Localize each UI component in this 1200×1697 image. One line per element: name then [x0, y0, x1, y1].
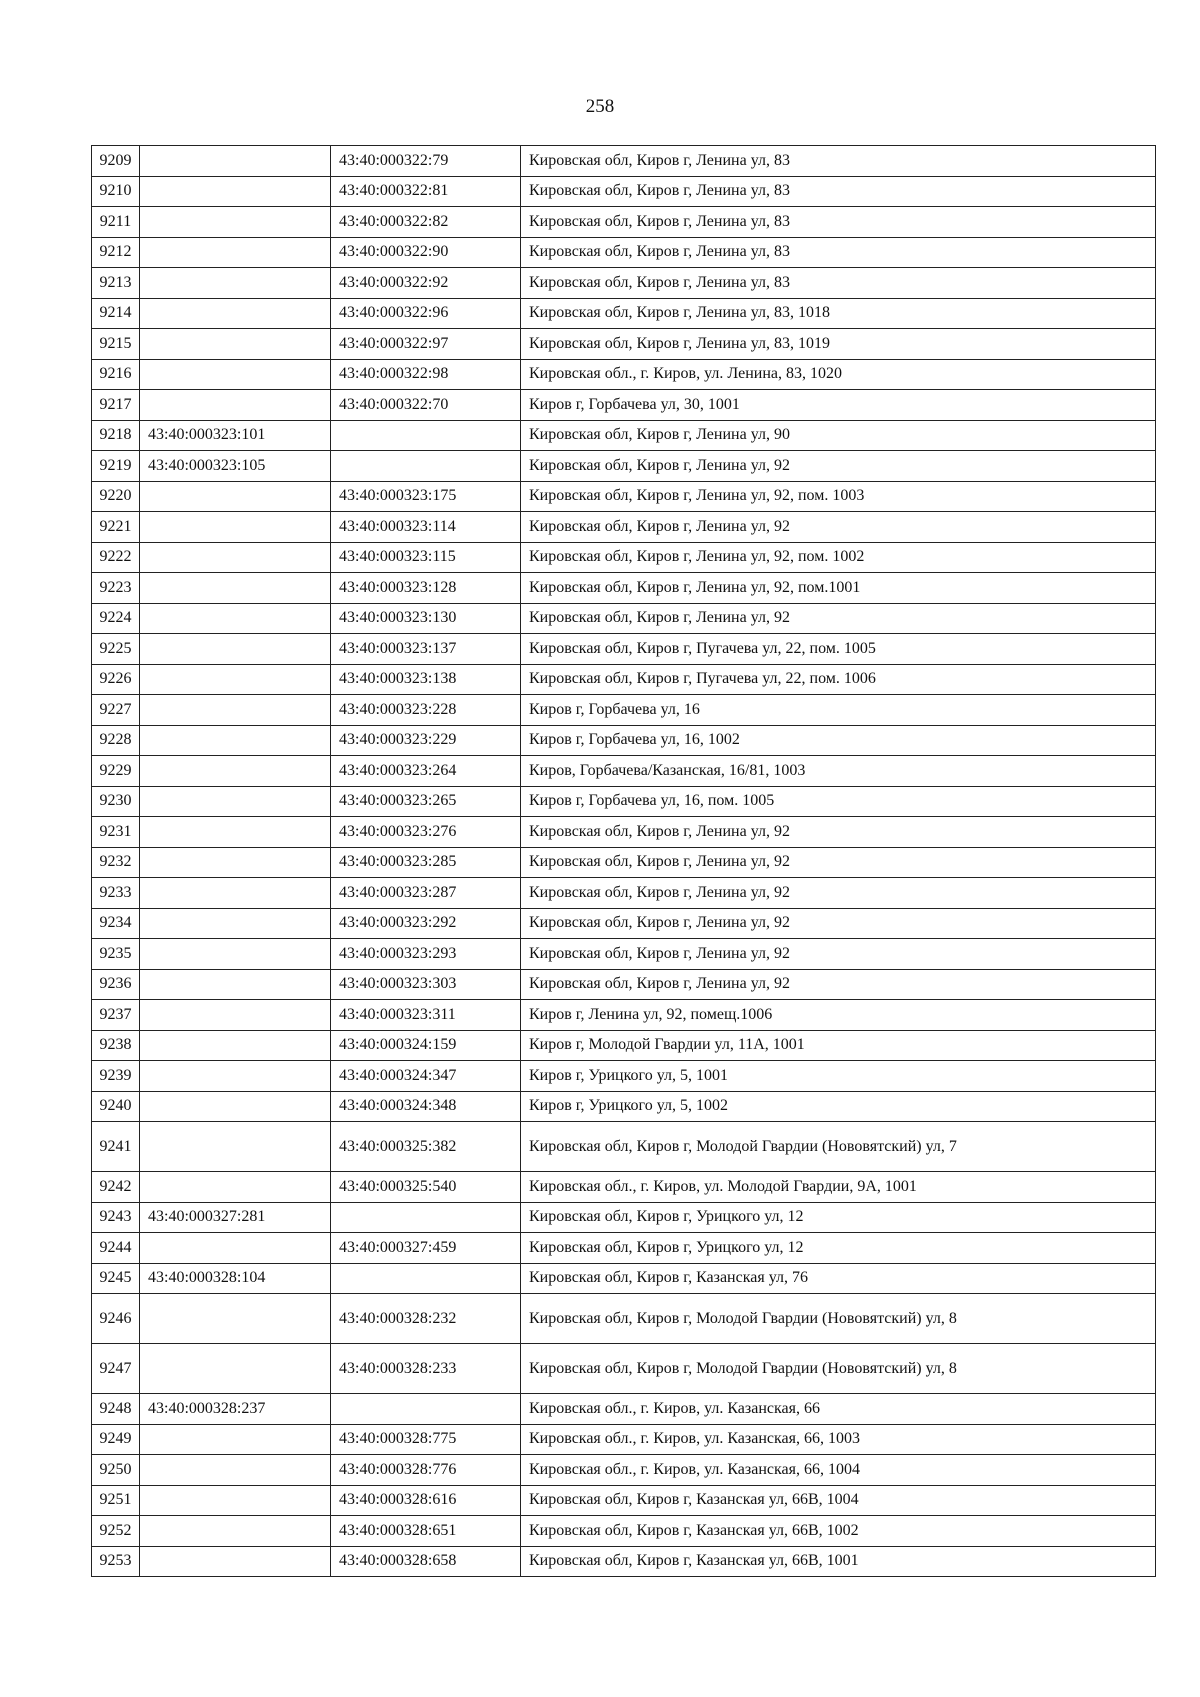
row-number-cell: 9244: [92, 1233, 140, 1264]
table-row: [92, 451, 1156, 482]
object-cadastral-number-cell: 43:40:000328:616: [331, 1485, 521, 1516]
row-number-cell: 9247: [92, 1344, 140, 1394]
table-row: [92, 756, 1156, 787]
table-row: [92, 1233, 1156, 1264]
table-row: [92, 207, 1156, 238]
land-cadastral-number-cell: 43:40:000323:101: [140, 420, 331, 451]
land-cadastral-number-cell: [140, 786, 331, 817]
row-number-cell: 9217: [92, 390, 140, 421]
row-number-cell: 9216: [92, 359, 140, 390]
address-cell: Кировская обл, Киров г, Казанская ул, 66В, 1004: [521, 1485, 1156, 1516]
land-cadastral-number-cell: [140, 1233, 331, 1264]
land-cadastral-number-cell: [140, 664, 331, 695]
row-number-cell: 9253: [92, 1546, 140, 1577]
table-row: [92, 603, 1156, 634]
land-cadastral-number-cell: [140, 359, 331, 390]
object-cadastral-number-cell: 43:40:000322:81: [331, 176, 521, 207]
land-cadastral-number-cell: [140, 1030, 331, 1061]
row-number-cell: 9246: [92, 1294, 140, 1344]
row-number-cell: 9237: [92, 1000, 140, 1031]
table-row: [92, 664, 1156, 695]
address-cell: Киров г, Ленина ул, 92, помещ.1006: [521, 1000, 1156, 1031]
object-cadastral-number-cell: [331, 1394, 521, 1425]
land-cadastral-number-cell: [140, 176, 331, 207]
row-number-cell: 9241: [92, 1122, 140, 1172]
table-row: [92, 1424, 1156, 1455]
land-cadastral-number-cell: [140, 1546, 331, 1577]
object-cadastral-number-cell: 43:40:000328:233: [331, 1344, 521, 1394]
object-cadastral-number-cell: 43:40:000324:159: [331, 1030, 521, 1061]
table-row: [92, 786, 1156, 817]
table-row: [92, 298, 1156, 329]
address-cell: Кировская обл, Киров г, Ленина ул, 92: [521, 908, 1156, 939]
land-cadastral-number-cell: [140, 237, 331, 268]
table-row: [92, 725, 1156, 756]
address-cell: Кировская обл, Киров г, Ленина ул, 92, пом. 1002: [521, 542, 1156, 573]
row-number-cell: 9240: [92, 1091, 140, 1122]
address-cell: Кировская обл, Киров г, Казанская ул, 76: [521, 1263, 1156, 1294]
address-cell: Кировская обл., г. Киров, ул. Казанская, 66, 1003: [521, 1424, 1156, 1455]
address-cell: Кировская обл, Киров г, Ленина ул, 83: [521, 176, 1156, 207]
object-cadastral-number-cell: [331, 420, 521, 451]
address-cell: Кировская обл, Киров г, Ленина ул, 92: [521, 512, 1156, 543]
address-cell: Кировская обл, Киров г, Ленина ул, 90: [521, 420, 1156, 451]
address-cell: Кировская обл, Киров г, Урицкого ул, 12: [521, 1202, 1156, 1233]
row-number-cell: 9250: [92, 1455, 140, 1486]
object-cadastral-number-cell: 43:40:000323:115: [331, 542, 521, 573]
table-row: [92, 939, 1156, 970]
land-cadastral-number-cell: [140, 969, 331, 1000]
address-cell: Кировская обл, Киров г, Молодой Гвардии (Нововятский) ул, 8: [521, 1344, 1156, 1394]
object-cadastral-number-cell: 43:40:000328:232: [331, 1294, 521, 1344]
land-cadastral-number-cell: [140, 695, 331, 726]
land-cadastral-number-cell: [140, 1485, 331, 1516]
table-row: [92, 1061, 1156, 1092]
object-cadastral-number-cell: 43:40:000323:303: [331, 969, 521, 1000]
row-number-cell: 9227: [92, 695, 140, 726]
land-cadastral-number-cell: [140, 146, 331, 177]
row-number-cell: 9248: [92, 1394, 140, 1425]
object-cadastral-number-cell: [331, 1263, 521, 1294]
land-cadastral-number-cell: [140, 847, 331, 878]
table-row: [92, 1091, 1156, 1122]
page-number: 258: [585, 96, 615, 117]
land-cadastral-number-cell: [140, 939, 331, 970]
address-cell: Кировская обл., г. Киров, ул. Ленина, 83, 1020: [521, 359, 1156, 390]
object-cadastral-number-cell: 43:40:000325:540: [331, 1172, 521, 1203]
address-cell: Киров г, Горбачева ул, 16, 1002: [521, 725, 1156, 756]
object-cadastral-number-cell: 43:40:000328:776: [331, 1455, 521, 1486]
object-cadastral-number-cell: 43:40:000323:228: [331, 695, 521, 726]
table-row: [92, 1344, 1156, 1394]
row-number-cell: 9242: [92, 1172, 140, 1203]
object-cadastral-number-cell: 43:40:000324:348: [331, 1091, 521, 1122]
table-row: [92, 420, 1156, 451]
address-cell: Кировская обл, Киров г, Ленина ул, 92: [521, 451, 1156, 482]
address-cell: Кировская обл, Киров г, Пугачева ул, 22, пом. 1005: [521, 634, 1156, 665]
table-row: [92, 1000, 1156, 1031]
object-cadastral-number-cell: [331, 1202, 521, 1233]
row-number-cell: 9249: [92, 1424, 140, 1455]
object-cadastral-number-cell: 43:40:000323:114: [331, 512, 521, 543]
object-cadastral-number-cell: 43:40:000323:175: [331, 481, 521, 512]
row-number-cell: 9210: [92, 176, 140, 207]
table-row: [92, 969, 1156, 1000]
table-row: [92, 268, 1156, 299]
object-cadastral-number-cell: 43:40:000328:775: [331, 1424, 521, 1455]
object-cadastral-number-cell: 43:40:000325:382: [331, 1122, 521, 1172]
address-cell: Кировская обл, Киров г, Ленина ул, 92: [521, 817, 1156, 848]
address-cell: Кировская обл., г. Киров, ул. Молодой Гвардии, 9А, 1001: [521, 1172, 1156, 1203]
row-number-cell: 9245: [92, 1263, 140, 1294]
object-cadastral-number-cell: 43:40:000323:293: [331, 939, 521, 970]
table-row: [92, 1172, 1156, 1203]
address-cell: Киров г, Горбачева ул, 16, пом. 1005: [521, 786, 1156, 817]
row-number-cell: 9236: [92, 969, 140, 1000]
row-number-cell: 9225: [92, 634, 140, 665]
object-cadastral-number-cell: 43:40:000322:82: [331, 207, 521, 238]
address-cell: Кировская обл, Киров г, Казанская ул, 66В, 1002: [521, 1516, 1156, 1547]
row-number-cell: 9232: [92, 847, 140, 878]
table-row: [92, 176, 1156, 207]
object-cadastral-number-cell: 43:40:000323:292: [331, 908, 521, 939]
land-cadastral-number-cell: [140, 1172, 331, 1203]
land-cadastral-number-cell: [140, 298, 331, 329]
row-number-cell: 9231: [92, 817, 140, 848]
object-cadastral-number-cell: 43:40:000323:229: [331, 725, 521, 756]
land-cadastral-number-cell: [140, 725, 331, 756]
object-cadastral-number-cell: 43:40:000322:79: [331, 146, 521, 177]
address-cell: Кировская обл, Киров г, Ленина ул, 92, пом. 1003: [521, 481, 1156, 512]
address-cell: Киров г, Горбачева ул, 30, 1001: [521, 390, 1156, 421]
row-number-cell: 9252: [92, 1516, 140, 1547]
row-number-cell: 9222: [92, 542, 140, 573]
address-cell: Кировская обл, Киров г, Казанская ул, 66В, 1001: [521, 1546, 1156, 1577]
row-number-cell: 9238: [92, 1030, 140, 1061]
object-cadastral-number-cell: [331, 451, 521, 482]
object-cadastral-number-cell: 43:40:000328:658: [331, 1546, 521, 1577]
row-number-cell: 9230: [92, 786, 140, 817]
row-number-cell: 9215: [92, 329, 140, 360]
row-number-cell: 9233: [92, 878, 140, 909]
table-row: [92, 817, 1156, 848]
land-cadastral-number-cell: [140, 481, 331, 512]
table-row: [92, 390, 1156, 421]
land-cadastral-number-cell: [140, 1424, 331, 1455]
address-cell: Кировская обл, Киров г, Ленина ул, 83: [521, 237, 1156, 268]
address-cell: Кировская обл, Киров г, Молодой Гвардии (Нововятский) ул, 7: [521, 1122, 1156, 1172]
object-cadastral-number-cell: 43:40:000322:96: [331, 298, 521, 329]
table-row: [92, 847, 1156, 878]
address-cell: Кировская обл, Киров г, Молодой Гвардии (Нововятский) ул, 8: [521, 1294, 1156, 1344]
land-cadastral-number-cell: [140, 1516, 331, 1547]
object-cadastral-number-cell: 43:40:000323:285: [331, 847, 521, 878]
land-cadastral-number-cell: [140, 268, 331, 299]
address-cell: Кировская обл, Киров г, Ленина ул, 83, 1018: [521, 298, 1156, 329]
table-row: [92, 146, 1156, 177]
address-cell: Кировская обл, Киров г, Ленина ул, 92: [521, 878, 1156, 909]
table-row: [92, 359, 1156, 390]
object-cadastral-number-cell: 43:40:000322:70: [331, 390, 521, 421]
table-row: [92, 1546, 1156, 1577]
object-cadastral-number-cell: 43:40:000323:128: [331, 573, 521, 604]
row-number-cell: 9234: [92, 908, 140, 939]
address-cell: Кировская обл, Киров г, Ленина ул, 83, 1019: [521, 329, 1156, 360]
table-row: [92, 1030, 1156, 1061]
address-cell: Кировская обл, Киров г, Урицкого ул, 12: [521, 1233, 1156, 1264]
row-number-cell: 9221: [92, 512, 140, 543]
row-number-cell: 9239: [92, 1061, 140, 1092]
object-cadastral-number-cell: 43:40:000322:90: [331, 237, 521, 268]
row-number-cell: 9213: [92, 268, 140, 299]
address-cell: Кировская обл, Киров г, Ленина ул, 92: [521, 847, 1156, 878]
registry-table: [91, 145, 1156, 1577]
table-row: [92, 1455, 1156, 1486]
land-cadastral-number-cell: [140, 878, 331, 909]
table-row: [92, 1394, 1156, 1425]
object-cadastral-number-cell: 43:40:000323:264: [331, 756, 521, 787]
land-cadastral-number-cell: [140, 1122, 331, 1172]
object-cadastral-number-cell: 43:40:000322:98: [331, 359, 521, 390]
table-row: [92, 695, 1156, 726]
row-number-cell: 9220: [92, 481, 140, 512]
registry-body: [92, 146, 1156, 1577]
table-row: [92, 878, 1156, 909]
row-number-cell: 9251: [92, 1485, 140, 1516]
land-cadastral-number-cell: [140, 756, 331, 787]
table-row: [92, 1263, 1156, 1294]
address-cell: Киров г, Горбачева ул, 16: [521, 695, 1156, 726]
row-number-cell: 9223: [92, 573, 140, 604]
table-row: [92, 573, 1156, 604]
land-cadastral-number-cell: [140, 573, 331, 604]
object-cadastral-number-cell: 43:40:000322:92: [331, 268, 521, 299]
table-row: [92, 1516, 1156, 1547]
row-number-cell: 9218: [92, 420, 140, 451]
address-cell: Кировская обл., г. Киров, ул. Казанская, 66, 1004: [521, 1455, 1156, 1486]
table-row: [92, 237, 1156, 268]
address-cell: Кировская обл, Киров г, Ленина ул, 92: [521, 969, 1156, 1000]
address-cell: Кировская обл, Киров г, Ленина ул, 83: [521, 207, 1156, 238]
row-number-cell: 9211: [92, 207, 140, 238]
row-number-cell: 9224: [92, 603, 140, 634]
address-cell: Киров г, Молодой Гвардии ул, 11А, 1001: [521, 1030, 1156, 1061]
row-number-cell: 9226: [92, 664, 140, 695]
address-cell: Кировская обл, Киров г, Ленина ул, 92: [521, 603, 1156, 634]
land-cadastral-number-cell: 43:40:000328:237: [140, 1394, 331, 1425]
land-cadastral-number-cell: [140, 542, 331, 573]
address-cell: Кировская обл., г. Киров, ул. Казанская, 66: [521, 1394, 1156, 1425]
land-cadastral-number-cell: 43:40:000328:104: [140, 1263, 331, 1294]
table-row: [92, 634, 1156, 665]
table-row: [92, 481, 1156, 512]
object-cadastral-number-cell: 43:40:000327:459: [331, 1233, 521, 1264]
land-cadastral-number-cell: [140, 512, 331, 543]
land-cadastral-number-cell: [140, 603, 331, 634]
object-cadastral-number-cell: 43:40:000328:651: [331, 1516, 521, 1547]
address-cell: Кировская обл, Киров г, Пугачева ул, 22, пом. 1006: [521, 664, 1156, 695]
row-number-cell: 9209: [92, 146, 140, 177]
object-cadastral-number-cell: 43:40:000323:265: [331, 786, 521, 817]
table-row: [92, 1122, 1156, 1172]
land-cadastral-number-cell: [140, 1455, 331, 1486]
row-number-cell: 9235: [92, 939, 140, 970]
table-row: [92, 908, 1156, 939]
object-cadastral-number-cell: 43:40:000324:347: [331, 1061, 521, 1092]
land-cadastral-number-cell: 43:40:000323:105: [140, 451, 331, 482]
object-cadastral-number-cell: 43:40:000322:97: [331, 329, 521, 360]
address-cell: Кировская обл, Киров г, Ленина ул, 83: [521, 268, 1156, 299]
table-row: [92, 1294, 1156, 1344]
object-cadastral-number-cell: 43:40:000323:276: [331, 817, 521, 848]
land-cadastral-number-cell: [140, 390, 331, 421]
object-cadastral-number-cell: 43:40:000323:287: [331, 878, 521, 909]
address-cell: Киров г, Урицкого ул, 5, 1001: [521, 1061, 1156, 1092]
land-cadastral-number-cell: [140, 207, 331, 238]
table-row: [92, 329, 1156, 360]
table-row: [92, 1485, 1156, 1516]
row-number-cell: 9214: [92, 298, 140, 329]
row-number-cell: 9212: [92, 237, 140, 268]
address-cell: Киров г, Урицкого ул, 5, 1002: [521, 1091, 1156, 1122]
address-cell: Кировская обл, Киров г, Ленина ул, 92: [521, 939, 1156, 970]
land-cadastral-number-cell: [140, 1344, 331, 1394]
address-cell: Кировская обл, Киров г, Ленина ул, 83: [521, 146, 1156, 177]
row-number-cell: 9243: [92, 1202, 140, 1233]
object-cadastral-number-cell: 43:40:000323:130: [331, 603, 521, 634]
land-cadastral-number-cell: [140, 1000, 331, 1031]
object-cadastral-number-cell: 43:40:000323:311: [331, 1000, 521, 1031]
land-cadastral-number-cell: 43:40:000327:281: [140, 1202, 331, 1233]
object-cadastral-number-cell: 43:40:000323:137: [331, 634, 521, 665]
table-row: [92, 1202, 1156, 1233]
land-cadastral-number-cell: [140, 1294, 331, 1344]
table-row: [92, 512, 1156, 543]
table-row: [92, 542, 1156, 573]
address-cell: Кировская обл, Киров г, Ленина ул, 92, пом.1001: [521, 573, 1156, 604]
row-number-cell: 9219: [92, 451, 140, 482]
land-cadastral-number-cell: [140, 634, 331, 665]
object-cadastral-number-cell: 43:40:000323:138: [331, 664, 521, 695]
land-cadastral-number-cell: [140, 329, 331, 360]
address-cell: Киров, Горбачева/Казанская, 16/81, 1003: [521, 756, 1156, 787]
land-cadastral-number-cell: [140, 908, 331, 939]
land-cadastral-number-cell: [140, 1091, 331, 1122]
land-cadastral-number-cell: [140, 817, 331, 848]
row-number-cell: 9229: [92, 756, 140, 787]
land-cadastral-number-cell: [140, 1061, 331, 1092]
row-number-cell: 9228: [92, 725, 140, 756]
